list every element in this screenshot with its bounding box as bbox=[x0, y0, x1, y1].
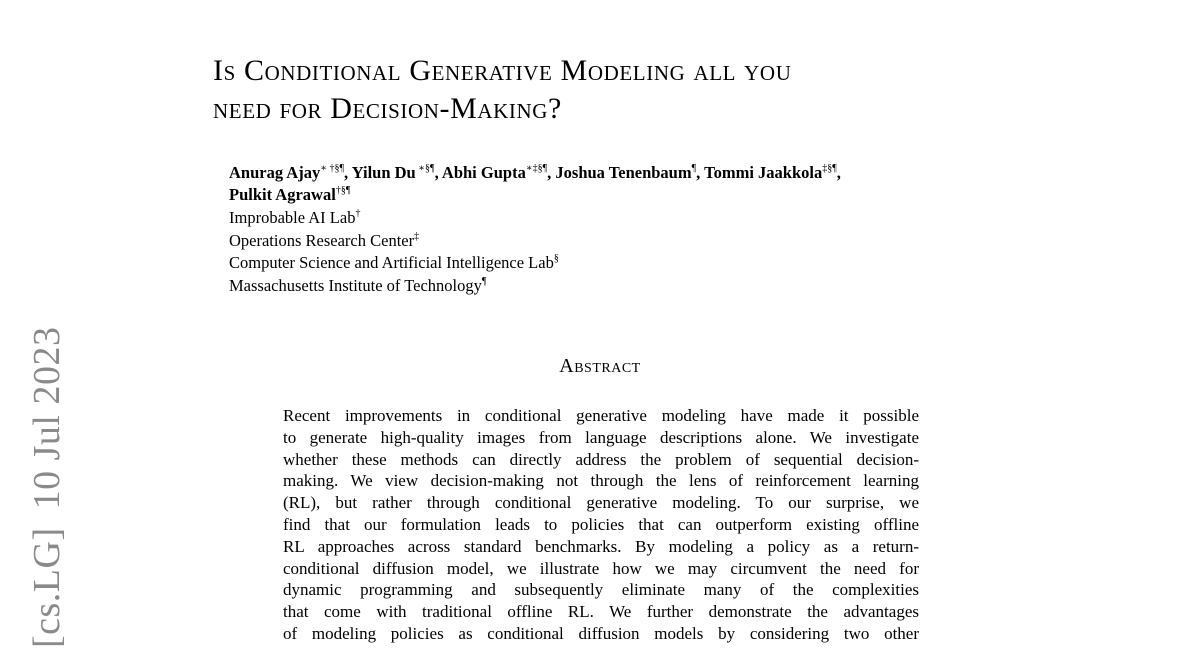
author-marks: ‡§¶ bbox=[822, 163, 837, 174]
author-name: Yilun Du bbox=[351, 163, 416, 182]
abstract-line: conditional diffusion model, we illustrate how we may circumvent the need for bbox=[283, 558, 919, 578]
affiliation-item bbox=[229, 230, 559, 253]
affiliation-mark: ¶ bbox=[481, 275, 487, 287]
abstract-line: making. We view decision-making not through the lens of reinforcement learning bbox=[283, 471, 919, 491]
author-marks: ¶ bbox=[691, 163, 697, 174]
author-list: Anurag Ajay∗ †§¶, Yilun Du ∗§¶, Abhi Gupta∗‡§¶, Joshua Tenenbaum¶, Tommi Jaakkola‡§¶, Pulkit Agrawal†§¶ bbox=[229, 163, 841, 204]
title-line-1: Is Conditional Generative Modeling all you bbox=[213, 54, 792, 87]
author-marks: †§¶ bbox=[335, 185, 351, 196]
abstract-line: Recent improvements in conditional generative modeling have made it possible bbox=[283, 406, 919, 425]
abstract-line: dynamic programming and subsequently eliminate many of the complexities bbox=[283, 580, 919, 600]
affiliation-name: Improbable AI Lab bbox=[229, 208, 356, 227]
author-name: Pulkit Agrawal bbox=[229, 185, 336, 204]
affiliation-item bbox=[229, 275, 559, 298]
affiliation-name: Computer Science and Artificial Intelligence Lab bbox=[229, 253, 554, 272]
affiliation-name: Massachusetts Institute of Technology bbox=[229, 275, 482, 295]
abstract-line: to generate high-quality images from language descriptions alone. We investigate bbox=[283, 427, 919, 447]
abstract-line: RL approaches across standard benchmarks. By modeling a policy as a return- bbox=[283, 536, 919, 556]
abstract-line: of modeling policies as conditional diffusion models by considering two other bbox=[283, 623, 919, 643]
affiliation-mark: § bbox=[553, 253, 559, 264]
author-name: Joshua Tenenbaum bbox=[555, 163, 692, 182]
author-name: Abhi Gupta bbox=[441, 163, 526, 182]
abstract-line: find that our formulation leads to policies that can outperform existing offline bbox=[283, 514, 919, 534]
abstract-heading: Abstract bbox=[559, 355, 641, 377]
abstract-line: (RL), but rather through conditional generative modeling. To our surprise, we bbox=[283, 493, 919, 513]
affiliation-mark: ‡ bbox=[414, 230, 420, 242]
affiliation-name: Operations Research Center bbox=[229, 230, 415, 250]
abstract-line: whether these methods can directly address the problem of sequential decision- bbox=[283, 449, 919, 469]
title-line-2: need for Decision-Making? bbox=[213, 92, 562, 125]
affiliation-list bbox=[229, 207, 559, 297]
author-marks: ∗‡§¶ bbox=[525, 163, 548, 174]
author-marks: ∗ †§¶ bbox=[320, 163, 345, 174]
author-marks: ∗§¶ bbox=[415, 163, 435, 174]
arxiv-date: 10 Jul 2023 bbox=[26, 326, 68, 510]
abstract-line: that come with traditional offline RL. We further demonstrate the advantages bbox=[283, 602, 919, 622]
arxiv-category: [cs.LG] bbox=[26, 527, 68, 648]
author-name: Tommi Jaakkola bbox=[704, 163, 823, 182]
abstract-body bbox=[283, 405, 919, 645]
author-name: Anurag Ajay bbox=[229, 163, 321, 182]
affiliation-item bbox=[229, 252, 559, 275]
paper-title bbox=[213, 52, 1033, 128]
affiliation-item bbox=[229, 207, 559, 230]
affiliation-mark: † bbox=[355, 208, 361, 219]
